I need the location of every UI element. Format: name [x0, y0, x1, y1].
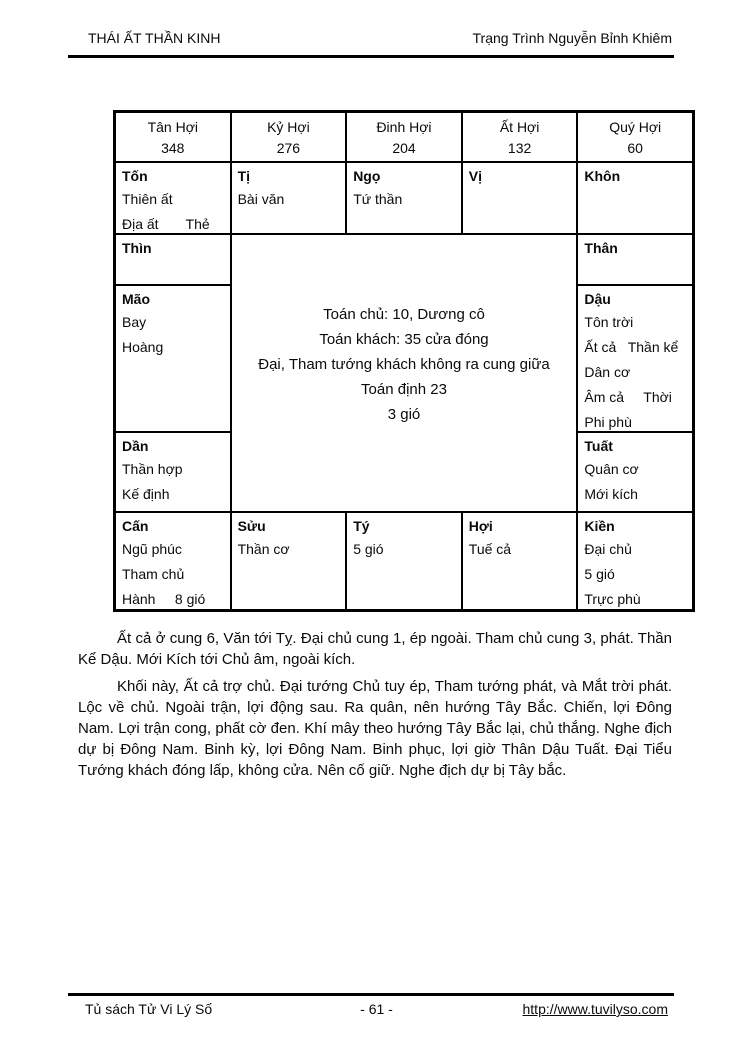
paragraph: Khối này, Ất cả trợ chủ. Đại tướng Chủ tuy ép, Tham tướng phát, và Mắt trời phát. Lộc về chủ. Ngoài trận, lợi động sau. Ra quân, nên hướng Tây Bắc. Chiến, lợi Đông Nam. Lợi trận cong, phất cờ đen. Khí mây theo hướng Tây Bắc lại, chủ thắng. Nghe địch dự bị Đông Nam. Binh kỳ, lợi Đông Nam. Binh phục, lợi giờ Thân Dậu Tuất. Đại Tiểu Tướng khách đóng lấp, không cửa. Nên cố giữ. Nghe địch dự bị Tây bắc. [78, 678, 672, 779]
palace-cell-kien [577, 512, 693, 610]
palace-cell-vi [462, 162, 578, 234]
cell-text-line: Hoàng [122, 339, 164, 355]
year-name: Tân Hợi [147, 119, 198, 135]
palace-lines [238, 537, 343, 562]
palace-label: Cấn [122, 518, 149, 534]
page-footer [68, 993, 674, 1018]
page-header [68, 29, 674, 58]
center-calculation-cell [231, 234, 578, 512]
palace-label: Tuất [584, 438, 613, 454]
palace-lines [122, 537, 227, 610]
palace-lines [353, 187, 458, 212]
cell-text-line: Hành 8 gió [122, 591, 206, 607]
palace-label: Dần [122, 438, 149, 454]
palace-lines [122, 457, 227, 507]
cell-text-line: Tôn trời [584, 314, 634, 330]
palace-label: Khôn [584, 168, 621, 184]
cell-text-line: Tham chủ [122, 566, 185, 582]
palace-cell-ton [115, 162, 231, 234]
palace-label: Dậu [584, 291, 611, 307]
year-name: Đinh Hợi [376, 119, 432, 135]
palace-label: Ngọ [353, 168, 381, 184]
year-value: 132 [507, 140, 532, 156]
palace-lines [584, 537, 689, 610]
page-number: - 61 - [360, 1001, 393, 1017]
palace-cell-hoi [462, 512, 578, 610]
year-name: Ất Hợi [499, 119, 540, 135]
palace-label: Thìn [122, 240, 152, 256]
palace-lines [122, 187, 227, 234]
palace-label: Kiền [584, 518, 615, 534]
cell-text-line: Thiên ất [122, 191, 173, 207]
palace-cell-ty [346, 512, 462, 610]
palace-lines [122, 310, 227, 360]
year-cell-dinh-hoi [346, 112, 462, 162]
website-link[interactable]: http://www.tuvilyso.com [522, 1001, 668, 1017]
cell-text-line: Trực phù [584, 591, 641, 607]
palace-label: Vị [468, 168, 483, 184]
year-cell-ky-hoi [231, 112, 347, 162]
cell-text-line: Ất cả Thần kể [584, 339, 679, 355]
year-value: 60 [627, 140, 643, 156]
palace-cell-can [115, 512, 231, 610]
cell-text-line: Địa ất Thẻ [122, 216, 210, 232]
year-cell-at-hoi [462, 112, 578, 162]
cell-text-line: Phi phù [584, 414, 632, 430]
interpretation-text [78, 628, 672, 781]
palace-cell-ngo [346, 162, 462, 234]
cell-text-line: 5 gió [584, 566, 615, 582]
cell-text-line: Toán chủ: 10, Dương cô [323, 305, 485, 323]
divination-chart-table [113, 110, 695, 612]
cell-text-line: Âm cả Thời [584, 389, 672, 405]
palace-cell-suu [231, 512, 347, 610]
cell-text-line: Quân cơ [584, 461, 639, 477]
year-name: Kỷ Hợi [267, 119, 310, 135]
cell-text-line: Bài văn [237, 191, 285, 207]
year-name: Quý Hợi [609, 119, 662, 135]
footer-collection-name: Tủ sách Tử Vi Lý Số [85, 1001, 213, 1017]
book-title: THÁI ẤT THẦN KINH [88, 30, 221, 46]
palace-cell-than [577, 234, 693, 285]
palace-cell-ti [231, 162, 347, 234]
cell-text-line: Thần cơ [237, 541, 290, 557]
palace-label: Sửu [237, 518, 266, 534]
palace-lines [584, 457, 689, 507]
cell-text-line: Kế định [122, 486, 170, 502]
palace-lines [584, 310, 689, 432]
palace-label: Tý [353, 518, 370, 534]
cell-text-line: Mới kích [584, 486, 638, 502]
paragraph: Ất cả ở cung 6, Văn tới Tỵ. Đại chủ cung 1, ép ngoài. Tham chủ cung 3, phát. Thần Kể Dậu. Mới Kích tới Chủ âm, ngoài kích. [78, 630, 672, 668]
year-value: 204 [392, 140, 416, 156]
palace-label: Thân [584, 240, 618, 256]
palace-lines [469, 537, 574, 562]
palace-cell-dau [577, 285, 693, 432]
year-cell-quy-hoi [577, 112, 693, 162]
palace-lines [238, 187, 343, 212]
palace-cell-khon [577, 162, 693, 234]
year-value: 348 [161, 140, 185, 156]
cell-text-line: Tứ thần [353, 191, 403, 207]
palace-lines [353, 537, 458, 562]
cell-text-line: Toán khách: 35 cửa đóng [319, 330, 489, 348]
author-name: Trạng Trình Nguyễn Bỉnh Khiêm [472, 30, 672, 46]
palace-label: Mão [122, 291, 150, 307]
cell-text-line: 5 gió [353, 541, 384, 557]
cell-text-line: Thần hợp [122, 461, 183, 477]
cell-text-line: Toán định 23 [361, 380, 447, 398]
palace-cell-thin [115, 234, 231, 285]
palace-cell-dan [115, 432, 231, 512]
cell-text-line: Đại chủ [584, 541, 632, 557]
cell-text-line: Bay [122, 314, 147, 330]
cell-text-line: Dân cơ [584, 364, 631, 380]
year-cell-tan-hoi [115, 112, 231, 162]
year-value: 276 [276, 140, 301, 156]
palace-cell-tuat [577, 432, 693, 512]
cell-text-line: Tuế cả [468, 541, 512, 557]
cell-text-line: Ngũ phúc [122, 541, 182, 557]
palace-label: Tốn [122, 168, 148, 184]
palace-label: Tị [237, 168, 251, 184]
cell-text-line: 3 gió [387, 405, 421, 423]
palace-label: Hợi [468, 518, 493, 534]
palace-cell-mao [115, 285, 231, 432]
cell-text-line: Đại, Tham tướng khách không ra cung giữa [258, 355, 550, 373]
